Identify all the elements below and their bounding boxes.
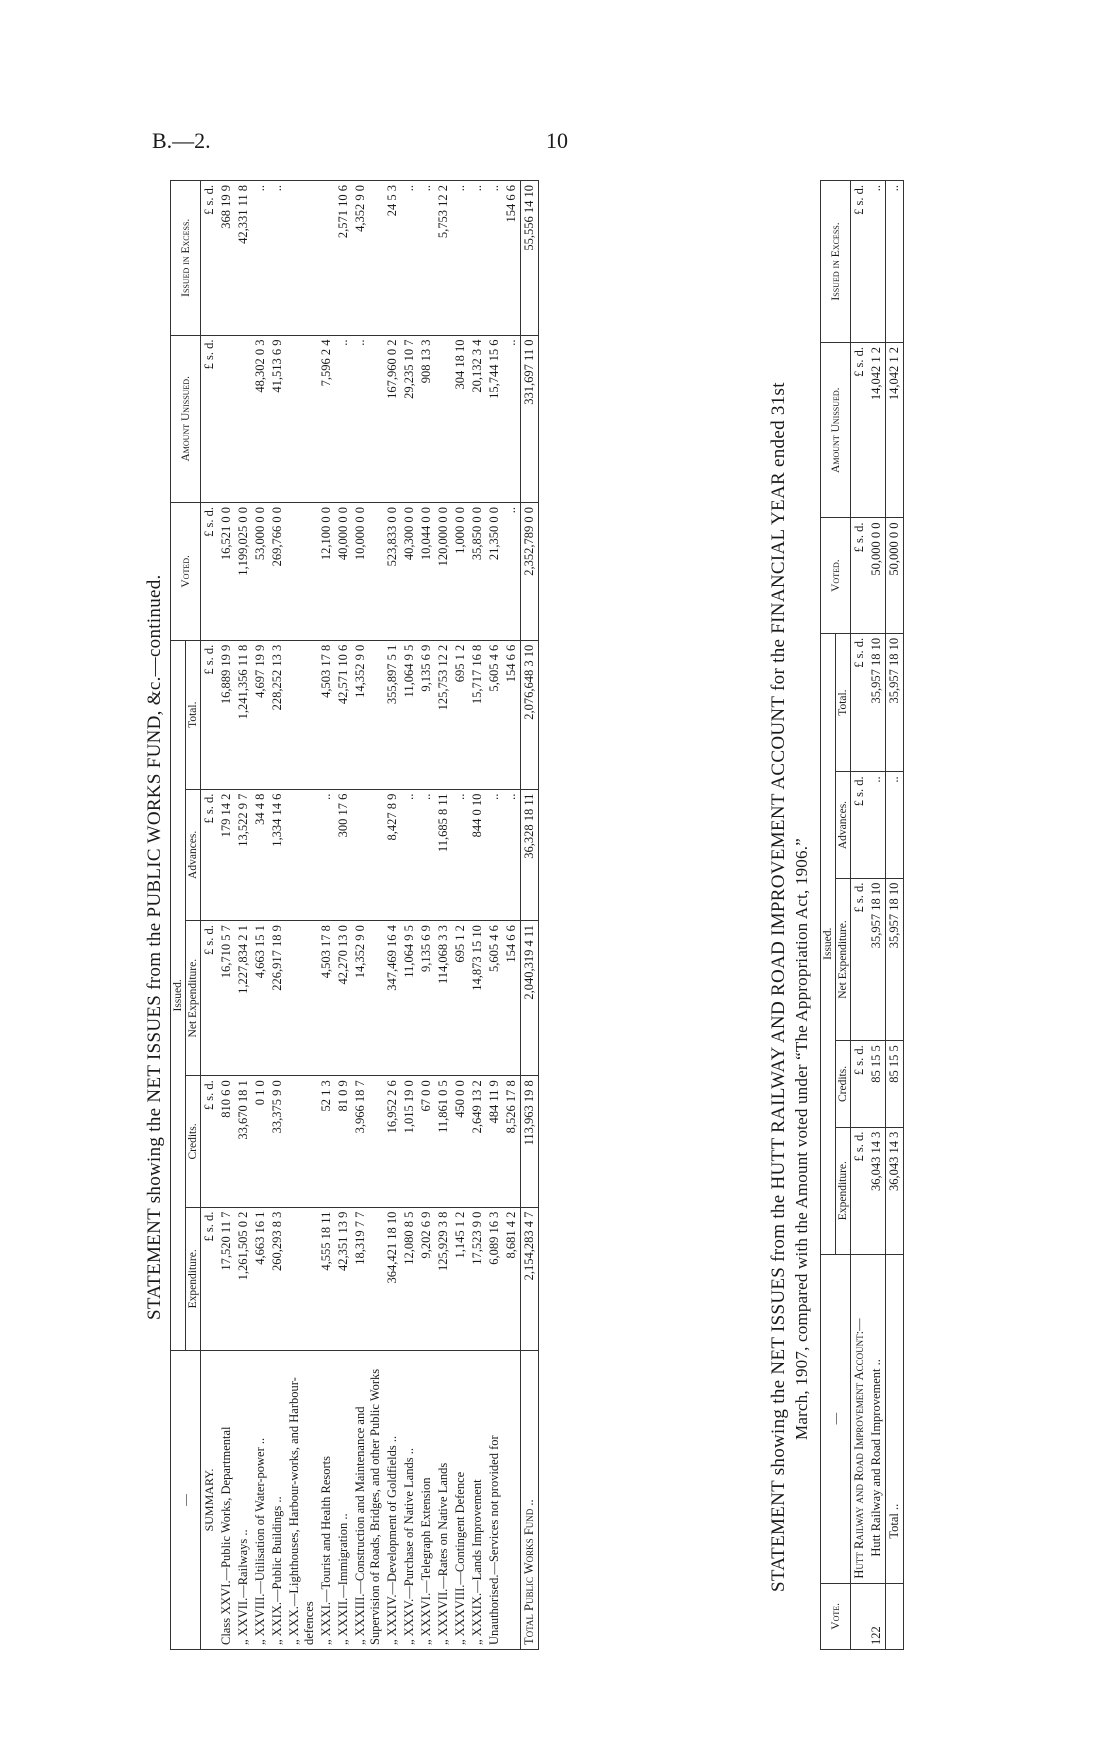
statement2-title: STATEMENT showing the NET ISSUES from the HUTT RAILWAY AND ROAD IMPROVEMENT ACCOUNT for the FINANCIAL YEAR ended 31st [768, 382, 789, 1592]
col-net-expenditure: Net Expenditure. [186, 921, 201, 1076]
cell: 18,319 7 7 [352, 1207, 384, 1350]
cell: 368 19 9 [218, 181, 235, 336]
cell: 16,952 2 6 [384, 1076, 401, 1207]
cell: 14,352 9 0 [352, 921, 384, 1076]
row-label: „ XXXVI.—Telegraph Extension [418, 1351, 435, 1650]
cell: .. [503, 502, 521, 640]
cell: 81 0 9 [335, 1076, 352, 1207]
cell: 844 0 10 [469, 789, 486, 920]
cell: 11,064 9 5 [401, 921, 418, 1076]
cell: .. [868, 772, 886, 878]
table-row [352, 181, 384, 1650]
statement1-title: STATEMENT showing the NET ISSUES from the PUBLIC WORKS FUND, &c.—continued. [144, 574, 165, 1320]
cell: 7,596 2 4 [318, 335, 335, 502]
section-row [851, 181, 869, 1650]
row-label: „ XXXIX.—Lands Improvement [469, 1351, 486, 1650]
cell: 40,300 0 0 [401, 502, 418, 640]
row-label: „ XXXVII.—Rates on Native Lands [435, 1351, 452, 1650]
cell: 12,080 8 5 [401, 1207, 418, 1350]
total-cell: 14,042 1 2 [886, 342, 904, 517]
cell: 908 13 3 [418, 335, 435, 502]
unit-cell: £ s. d. [201, 1207, 219, 1350]
cell: .. [335, 335, 352, 502]
cell [286, 789, 318, 920]
cell: 15,744 15 6 [486, 335, 503, 502]
cell: 1,334 14 6 [269, 789, 286, 920]
col-expenditure: Expenditure. [836, 1127, 851, 1254]
cell: 523,833 0 0 [384, 502, 401, 640]
cell: 12,100 0 0 [318, 502, 335, 640]
table-row [401, 181, 418, 1650]
statement2-table-wrap [820, 180, 904, 1650]
cell: .. [318, 789, 335, 920]
cell [235, 335, 252, 502]
col-total: Total. [186, 640, 201, 789]
row-label: „ XXXI.—Tourist and Health Resorts [318, 1351, 335, 1650]
cell: 10,044 0 0 [418, 502, 435, 640]
cell: 11,064 9 5 [401, 640, 418, 789]
table-row [252, 181, 269, 1650]
cell: 42,351 13 9 [335, 1207, 352, 1350]
cell: 16,889 19 9 [218, 640, 235, 789]
cell: 35,957 18 10 [868, 878, 886, 1041]
cell: 695 1 2 [452, 640, 469, 789]
cell: 355,897 5 1 [384, 640, 401, 789]
cell: 35,957 18 10 [868, 633, 886, 772]
unit-cell: £ s. d. [201, 921, 219, 1076]
total-label: Total Public Works Fund .. [521, 1351, 539, 1650]
table-row [452, 181, 469, 1650]
cell: 167,960 0 2 [384, 335, 401, 502]
cell: 154 6 6 [503, 921, 521, 1076]
cell: 16,710 5 7 [218, 921, 235, 1076]
unit-cell: £ s. d. [851, 181, 869, 343]
row-label: „ XXXV.—Purchase of Native Lands .. [401, 1351, 418, 1650]
total-cell: 36,043 14 3 [886, 1127, 904, 1254]
cell: .. [401, 181, 418, 336]
unit-cell: £ s. d. [201, 335, 219, 502]
unit-cell: £ s. d. [201, 181, 219, 336]
cell [286, 181, 318, 336]
cell: 4,663 16 1 [252, 1207, 269, 1350]
cell [286, 640, 318, 789]
cell: .. [868, 181, 886, 343]
cell [286, 921, 318, 1076]
cell [286, 502, 318, 640]
unit-cell: £ s. d. [851, 633, 869, 772]
total-cell: 35,957 18 10 [886, 878, 904, 1041]
cell: .. [418, 181, 435, 336]
total-row [521, 181, 539, 1650]
cell: 17,523 9 0 [469, 1207, 486, 1350]
cell: 40,000 0 0 [335, 502, 352, 640]
table-row [384, 181, 401, 1650]
cell: 114,068 3 3 [435, 921, 452, 1076]
total-cell: .. [886, 181, 904, 343]
cell: 226,917 18 9 [269, 921, 286, 1076]
cell: 5,605 4 6 [486, 640, 503, 789]
cell: 4,555 18 11 [318, 1207, 335, 1350]
cell: .. [401, 789, 418, 920]
statement1-table-wrap [170, 180, 539, 1650]
unit-cell: £ s. d. [851, 518, 869, 633]
col-description: — [171, 1351, 201, 1650]
col-description: — [821, 1254, 851, 1583]
col-voted: Voted. [821, 518, 851, 633]
cell: 1,227,834 2 1 [235, 921, 252, 1076]
cell: 4,503 17 8 [318, 921, 335, 1076]
cell: 41,513 6 9 [269, 335, 286, 502]
row-label: „ XXXIV.—Development of Goldfields .. [384, 1351, 401, 1650]
cell: 48,302 0 3 [252, 335, 269, 502]
row-label: „ XXXIII.—Construction and Maintenance and Supervision of Roads, Bridges, and other Public Works [352, 1351, 384, 1650]
cell: 300 17 6 [335, 789, 352, 920]
row-label: „ XXXVIII.—Contingent Defence [452, 1351, 469, 1650]
col-net-expenditure: Net Expenditure. [836, 878, 851, 1041]
table-row [286, 181, 318, 1650]
unit-cell: £ s. d. [851, 878, 869, 1041]
col-group-issued: Issued. [171, 640, 186, 1350]
cell: 8,427 8 9 [384, 789, 401, 920]
cell: .. [352, 335, 384, 502]
cell [286, 1207, 318, 1350]
cell: 11,861 0 5 [435, 1076, 452, 1207]
cell: 2,571 10 6 [335, 181, 352, 336]
cell: 1,241,356 11 8 [235, 640, 252, 789]
cell: .. [418, 789, 435, 920]
total-cell: 55,556 14 10 [521, 181, 539, 336]
col-credits: Credits. [836, 1041, 851, 1127]
unit-cell: £ s. d. [201, 1076, 219, 1207]
col-advances: Advances. [836, 772, 851, 878]
cell [286, 1076, 318, 1207]
vote-number: 122 [868, 1583, 886, 1649]
cell: 9,135 6 9 [418, 640, 435, 789]
row-label: Class XXVI.—Public Works, Departmental [218, 1351, 235, 1650]
cell: 35,850 0 0 [469, 502, 486, 640]
table-row [235, 181, 252, 1650]
cell: 29,235 10 7 [401, 335, 418, 502]
cell: 34 4 8 [252, 789, 269, 920]
cell: 4,697 19 9 [252, 640, 269, 789]
cell: 16,521 0 0 [218, 502, 235, 640]
table-row [335, 181, 352, 1650]
cell: .. [469, 181, 486, 336]
col-excess: Issued in Excess. [171, 181, 201, 336]
cell: 3,966 18 7 [352, 1076, 384, 1207]
total-cell: 331,697 11 0 [521, 335, 539, 502]
cell: 10,000 0 0 [352, 502, 384, 640]
cell: .. [503, 335, 521, 502]
total-cell: 2,352,789 0 0 [521, 502, 539, 640]
statement2-title-line2: March, 1907, compared with the Amount voted under “The Appropriation Act, 1906.” [792, 838, 811, 1440]
cell: 125,753 12 2 [435, 640, 452, 789]
cell: 36,043 14 3 [868, 1127, 886, 1254]
table-row [418, 181, 435, 1650]
cell: .. [486, 789, 503, 920]
col-group-issued: Issued. [821, 633, 836, 1254]
total-cell: 35,957 18 10 [886, 633, 904, 772]
cell: 154 6 6 [503, 181, 521, 336]
cell: 695 1 2 [452, 921, 469, 1076]
unit-cell: £ s. d. [851, 772, 869, 878]
page-number: 10 [546, 128, 568, 153]
cell: 50,000 0 0 [868, 518, 886, 633]
cell [318, 181, 335, 336]
cell: 304 18 10 [452, 335, 469, 502]
cell: .. [503, 789, 521, 920]
cell: 6,089 16 3 [486, 1207, 503, 1350]
cell [435, 335, 452, 502]
total-cell: .. [886, 772, 904, 878]
col-credits: Credits. [186, 1076, 201, 1207]
cell: .. [486, 181, 503, 336]
summary-label: SUMMARY. [201, 1351, 219, 1650]
cell: .. [452, 789, 469, 920]
unit-cell: £ s. d. [851, 1041, 869, 1127]
unit-cell: £ s. d. [851, 342, 869, 517]
cell: 154 6 6 [503, 640, 521, 789]
col-total: Total. [836, 633, 851, 772]
cell: 14,352 9 0 [352, 640, 384, 789]
table-row [218, 181, 235, 1650]
cell: 15,717 16 8 [469, 640, 486, 789]
cell: 85 15 5 [868, 1041, 886, 1127]
cell: 14,873 15 10 [469, 921, 486, 1076]
unit-cell: £ s. d. [201, 502, 219, 640]
cell: 9,135 6 9 [418, 921, 435, 1076]
cell: 1,261,505 0 2 [235, 1207, 252, 1350]
cell: 5,605 4 6 [486, 921, 503, 1076]
cell: 1,015 19 0 [401, 1076, 418, 1207]
cell: 450 0 0 [452, 1076, 469, 1207]
table-row [318, 181, 335, 1650]
row-label: „ XXVII.—Railways .. [235, 1351, 252, 1650]
section-label: Hutt Railway and Road Improvement Account:— [851, 1254, 869, 1583]
cell: 125,929 3 8 [435, 1207, 452, 1350]
statement1-rows [218, 181, 521, 1650]
cell: 8,526 17 8 [503, 1076, 521, 1207]
cell: 33,670 18 1 [235, 1076, 252, 1207]
cell: 9,202 6 9 [418, 1207, 435, 1350]
cell: .. [252, 181, 269, 336]
cell: 120,000 0 0 [435, 502, 452, 640]
cell: 179 14 2 [218, 789, 235, 920]
col-voted: Voted. [171, 502, 201, 640]
unit-cell: £ s. d. [851, 1127, 869, 1254]
cell: 14,042 1 2 [868, 342, 886, 517]
cell: 67 0 0 [418, 1076, 435, 1207]
cell: 13,522 9 7 [235, 789, 252, 920]
cell: 4,352 9 0 [352, 181, 384, 336]
cell: 42,331 11 8 [235, 181, 252, 336]
total-cell: 2,040,319 4 11 [521, 921, 539, 1076]
hutt-railway-table [820, 180, 904, 1650]
table-row [269, 181, 286, 1650]
total-cell: 85 15 5 [886, 1041, 904, 1127]
cell: 4,663 15 1 [252, 921, 269, 1076]
total-cell: 36,328 18 11 [521, 789, 539, 920]
cell: 17,520 11 7 [218, 1207, 235, 1350]
cell: 347,469 16 4 [384, 921, 401, 1076]
total-cell: 2,154,283 4 7 [521, 1207, 539, 1350]
cell: 364,421 18 10 [384, 1207, 401, 1350]
total-cell: 113,963 19 8 [521, 1076, 539, 1207]
table-row [503, 181, 521, 1650]
cell: 260,293 8 3 [269, 1207, 286, 1350]
table-row [486, 181, 503, 1650]
cell [352, 789, 384, 920]
cell: 228,252 13 3 [269, 640, 286, 789]
row-label: Hutt Railway and Road Improvement .. [868, 1254, 886, 1583]
table-row [868, 181, 886, 1650]
cell: 0 1 0 [252, 1076, 269, 1207]
col-vote: Vote. [821, 1583, 851, 1649]
cell [286, 335, 318, 502]
cell: 5,753 12 2 [435, 181, 452, 336]
row-label: Unauthorised.—Services not provided for [486, 1351, 503, 1650]
cell: 8,681 4 2 [503, 1207, 521, 1350]
cell: .. [269, 181, 286, 336]
cell: 4,503 17 8 [318, 640, 335, 789]
cell: 52 1 3 [318, 1076, 335, 1207]
cell: 269,766 0 0 [269, 502, 286, 640]
table-row [469, 181, 486, 1650]
total-cell: 50,000 0 0 [886, 518, 904, 633]
cell: 42,571 10 6 [335, 640, 352, 789]
unit-cell: £ s. d. [201, 789, 219, 920]
col-excess: Issued in Excess. [821, 181, 851, 343]
cell: 2,649 13 2 [469, 1076, 486, 1207]
table-row [435, 181, 452, 1650]
row-label: „ XXX.—Lighthouses, Harbour-works, and Harbour-defences [286, 1351, 318, 1650]
cell: 20,132 3 4 [469, 335, 486, 502]
cell: 810 6 0 [218, 1076, 235, 1207]
cell: 42,270 13 0 [335, 921, 352, 1076]
row-label: „ XXVIII.—Utilisation of Water-power .. [252, 1351, 269, 1650]
total-row [886, 181, 904, 1650]
cell: 1,000 0 0 [452, 502, 469, 640]
page-ref: B.—2. [152, 128, 211, 153]
cell: .. [452, 181, 469, 336]
unit-cell: £ s. d. [201, 640, 219, 789]
col-unissued: Amount Unissued. [821, 342, 851, 517]
col-expenditure: Expenditure. [186, 1207, 201, 1350]
cell: 11,685 8 11 [435, 789, 452, 920]
public-works-table [170, 180, 539, 1650]
cell: 484 11 9 [486, 1076, 503, 1207]
cell: 33,375 9 0 [269, 1076, 286, 1207]
total-cell: 2,076,648 3 10 [521, 640, 539, 789]
cell: 1,199,025 0 0 [235, 502, 252, 640]
cell: 21,350 0 0 [486, 502, 503, 640]
row-label [503, 1351, 521, 1650]
col-advances: Advances. [186, 789, 201, 920]
cell: 53,000 0 0 [252, 502, 269, 640]
cell: 24 5 3 [384, 181, 401, 336]
cell: 1,145 1 2 [452, 1207, 469, 1350]
row-label: „ XXXII.—Immigration .. [335, 1351, 352, 1650]
cell [218, 335, 235, 502]
total-label: Total .. [886, 1254, 904, 1583]
col-unissued: Amount Unissued. [171, 335, 201, 502]
row-label: „ XXIX.—Public Buildings .. [269, 1351, 286, 1650]
